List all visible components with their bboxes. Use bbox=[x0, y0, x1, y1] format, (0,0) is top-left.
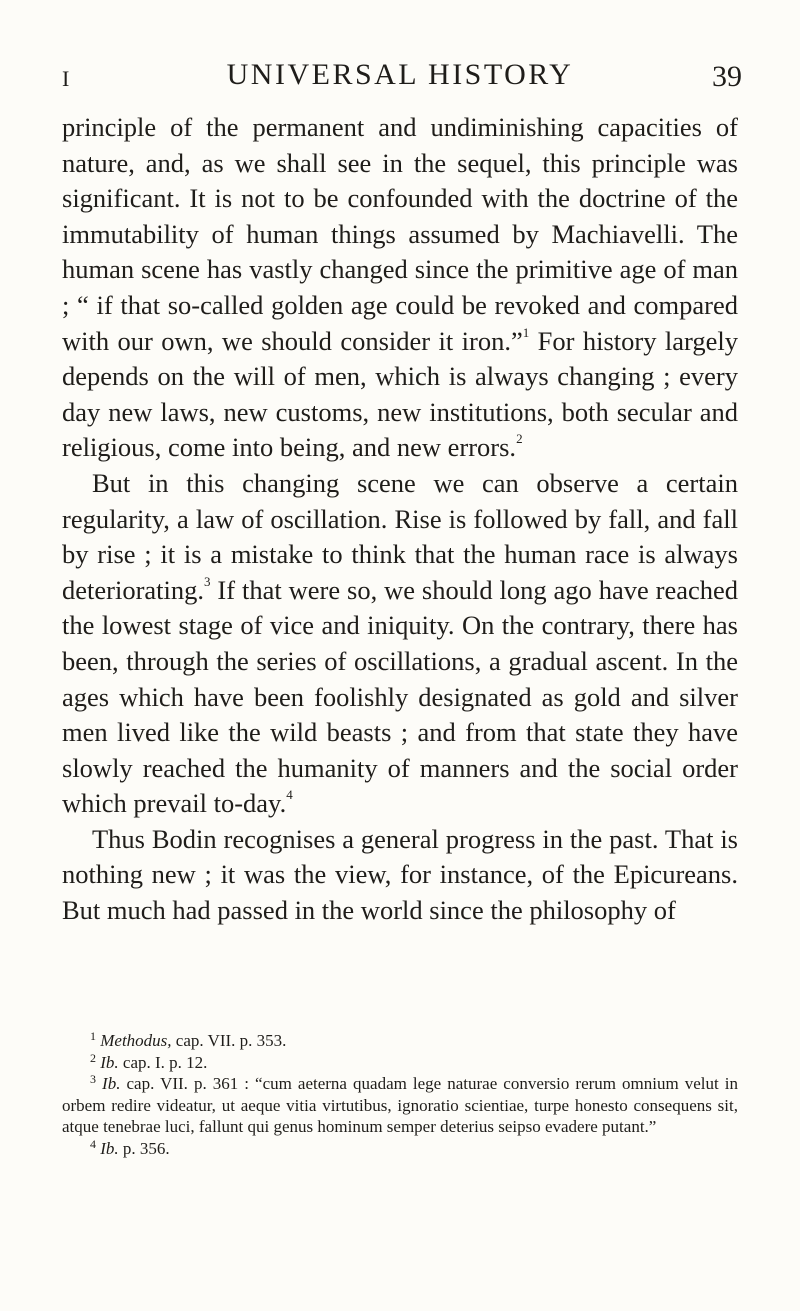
paragraph-2-part-a: But in this changing scene we can observe a certain regularity, a law of oscillation. Rise is followed by fall, and fall by rise ; it is a mistake to think that the human race is always deteriorating. bbox=[62, 467, 738, 605]
footnote-3 bbox=[62, 1073, 738, 1138]
footnote-ref-4: 4 bbox=[286, 787, 293, 803]
body-text bbox=[62, 110, 738, 929]
page-header bbox=[0, 58, 800, 98]
paragraph-2 bbox=[62, 466, 738, 822]
footnote-source: Ib. bbox=[100, 1052, 119, 1072]
paragraph-2-part-b: If that were so, we should long ago have reached the lowest stage of vice and iniquity. On the contrary, there has been, through the series of oscillations, a gradual ascent. In the ages which have been foolishly designated as gold and silver men lived like the wild beasts ; and from that state they have slowly reached the humanity of manners and the social order which prevail to-day. bbox=[62, 574, 738, 819]
footnote-marker: 2 bbox=[90, 1050, 96, 1065]
footnote-ref-1: 1 bbox=[522, 324, 530, 340]
footnote-marker: 3 bbox=[90, 1072, 96, 1086]
paragraph-1-part-a: principle of the permanent and undiminishing capacities of nature, and, as we shall see in the sequel, this principle was significant. It is not to be confounded with the doctrine of the immutability of human things assumed by Machiavelli. The human scene has vastly changed since the primitive age of man ; “ if that so-called golden age could be revoked and compared with our own, we should consider it iron.” bbox=[62, 112, 738, 356]
paragraph-1 bbox=[62, 110, 738, 466]
paragraph-1-part-b: For history largely depends on the will of men, which is always changing ; every day new laws, new customs, new institutions, both secular and religious, come into being, and new errors. bbox=[62, 325, 738, 463]
footnote-marker: 1 bbox=[90, 1029, 96, 1043]
page-number: 39 bbox=[712, 60, 742, 93]
footnote-source: Ib. bbox=[102, 1074, 121, 1093]
footnote-source: Methodus, bbox=[100, 1031, 172, 1050]
footnote-2 bbox=[62, 1052, 738, 1074]
footnote-text: cap. VII. p. 361 : “cum aeterna quadam lege naturae conversio rerum omnium velut in orbem redire videatur, ut aeque vitia virtutibus, ignoratio scientiae, turpe honesto consequens sit, atque tenebrae luci, fallunt qui genus hominum semper deterius seipso evadere putant.” bbox=[62, 1074, 739, 1136]
footnote-4 bbox=[62, 1138, 738, 1160]
paragraph-3: Thus Bodin recognises a general progress in the past. That is nothing new ; it was the view, for instance, of the Epicureans. But much had passed in the world since the philosophy of bbox=[62, 823, 738, 926]
footnote-ref-2: 2 bbox=[516, 431, 523, 447]
footnote-1 bbox=[62, 1030, 738, 1052]
footnote-text: cap. VII. p. 353. bbox=[171, 1031, 287, 1050]
footnote-marker: 4 bbox=[90, 1136, 96, 1151]
footnote-source: Ib. bbox=[100, 1138, 119, 1158]
chapter-number: I bbox=[62, 66, 70, 91]
running-title: UNIVERSAL HISTORY bbox=[226, 58, 574, 91]
footnote-ref-3: 3 bbox=[204, 573, 211, 589]
footnotes bbox=[62, 1030, 738, 1159]
footnote-text: p. 356. bbox=[118, 1138, 170, 1158]
footnote-text: cap. I. p. 12. bbox=[118, 1052, 208, 1072]
